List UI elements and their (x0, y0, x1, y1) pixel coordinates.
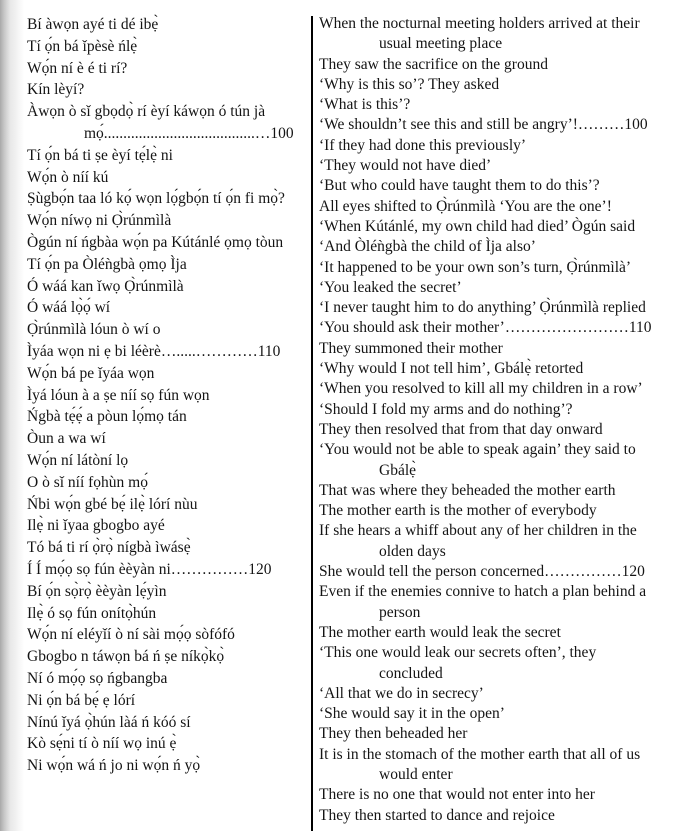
verse-line: Ní ó mọ́ọ sọ ńgbangba (27, 669, 168, 687)
verse-line: If she hears a whiff about any of her children in the (319, 522, 637, 540)
verse-line: would enter (379, 765, 453, 783)
verse-line: Wọ́n ní eléyǐí ò ní sài mọ́ọ sòfófó (27, 626, 235, 644)
verse-line: The mother earth would leak the secret (319, 623, 561, 641)
verse-line: olden days (379, 542, 446, 560)
verse-line: Wọ́n ò níí kú (27, 168, 109, 186)
verse-line: Ògún ní ńgbàa wọ́n pa Kútánlé ọmọ tòun (27, 233, 284, 251)
verse-line: Àwọn ò sǐ gbọdọ̀ rí èyí káwọn ó tún jà (27, 103, 266, 121)
verse-line: Ọ̀rúnmìlà lóun ò wí o (27, 321, 161, 339)
verse-line: Tí ọ́n pa Òléǹgbà ọmọ Ìja (27, 255, 187, 273)
verse-line: The mother earth is the mother of everybody (319, 502, 597, 520)
verse-line: Wọ́n níwọ ni Ọ̀rúnmìlà (27, 212, 172, 230)
verse-line: ‘It happened to be your own son’s turn, Ọ̀rúnmìlà’ (319, 258, 632, 276)
verse-line: ‘We shouldn’t see this and still be angry’!………100 (319, 116, 648, 134)
verse-line: ‘What is this’? (319, 96, 411, 114)
page-scan-edge (0, 0, 24, 831)
verse-line: Kín lèyí? (27, 81, 85, 99)
verse-line: They then resolved that from that day onward (319, 420, 603, 438)
verse-line: Nínú ǐyá ọ̀hún làá ń kóó sí (27, 713, 191, 731)
verse-line: ‘Why would I not tell him’, Gbálẹ̀ retorted (319, 360, 584, 378)
verse-line: Even if the enemies connive to hatch a plan behind a (319, 583, 647, 601)
verse-line: Ni wọ́n wá ń jo ni wọ́n ń yọ̀ (27, 757, 201, 775)
verse-line: ‘All that we do in secrecy’ (319, 684, 484, 702)
verse-line: ‘When you resolved to kill all my children in a row’ (319, 380, 643, 398)
verse-line: It is in the stomach of the mother earth that all of us (319, 745, 641, 763)
verse-line: Ilẹ̀ ni ǐyaa gbogbo ayé (27, 517, 165, 535)
verse-line: person (379, 603, 421, 621)
verse-line: Wọ́n ní è é ti rí? (27, 59, 128, 77)
verse-line: Gbogbo n táwọn bá ń ṣe níkọ̀kọ̀ (27, 648, 225, 666)
verse-line: ‘I never taught him to do anything’ Ọ̀rúnmìlà replied (319, 299, 646, 317)
verse-line: ‘If they had done this previously’ (319, 136, 527, 154)
verse-line: They summoned their mother (319, 339, 503, 357)
verse-line: ‘You would not be able to speak again’ they said to (319, 441, 636, 459)
verse-line: All eyes shifted to Ọ̀rúnmìlà ‘You are the one’! (319, 197, 612, 215)
verse-line: There is no one that would not enter into her (319, 786, 595, 804)
verse-line: concluded (379, 664, 443, 682)
verse-line: ‘You should ask their mother’……………………110 (319, 319, 652, 337)
verse-line: They then started to dance and rejoice (319, 806, 555, 824)
verse-line: Ìyá lóun à a ṣe níí sọ fún wọn (27, 386, 210, 404)
column-divider-line (311, 16, 313, 831)
verse-line: ‘But who could have taught them to do this’? (319, 177, 600, 195)
verse-line: Bí ọ́n sọ̀rọ̀ èèyàn lẹ́yìn (27, 582, 167, 600)
verse-line: Ó wáá kan ǐwọ Ọ̀rúnmìlà (27, 277, 184, 295)
yoruba-verse-column (27, 14, 313, 777)
verse-line: Wọ́n ní látòní lọ (27, 451, 129, 469)
verse-line: That was where they beheaded the mother earth (319, 481, 616, 499)
verse-line: Wọ́n bá pe ǐyáa wọn (27, 364, 155, 382)
verse-line: Í Í mọ́ọ sọ fún èèyàn ni……………120 (27, 560, 272, 578)
verse-line: When the nocturnal meeting holders arrived at their (319, 15, 640, 32)
verse-line: Ńbi wọ́n gbé bẹ́ ilẹ̀ lórí nùu (27, 495, 198, 513)
verse-line: Tí ọ́n bá ǐpèsè ńlẹ̀ (27, 37, 138, 55)
verse-line: usual meeting place (379, 35, 503, 53)
verse-line: Ṣùgbọ́n taa ló kọ́ wọn lọ́gbọ́n tí ọ́n fi mọ̀? (27, 190, 285, 208)
verse-line: ‘And Òléǹgbà the child of Ìja also’ (319, 238, 536, 256)
verse-line: Tí ọ́n bá ti ṣe èyí tẹ́lẹ̀ ni (27, 146, 173, 164)
verse-line: Bí àwọn ayé ti dé ibẹ̀ (27, 16, 159, 33)
verse-line: Ni ọ́n bá bẹ́ ẹ lórí (27, 691, 136, 709)
verse-line: Kò sẹ́ni tí ò níí wọ inú ẹ̀ (27, 735, 177, 753)
verse-line: Ìyáa wọn ni ẹ bi léèrè….....…………110 (27, 342, 281, 360)
verse-line: ‘Why is this so’? They asked (319, 75, 500, 93)
verse-line: Tó bá ti rí ọ̀rọ̀ nígbà ìwásẹ̀ (27, 539, 191, 557)
verse-line: ‘You leaked the secret’ (319, 278, 462, 296)
verse-line: mọ́.......................................…100 (84, 124, 294, 142)
verse-line: ‘She would say it in the open’ (319, 705, 505, 723)
english-translation-column (319, 14, 685, 826)
verse-line: Gbálẹ̀ (379, 461, 417, 479)
verse-line: Ó wáá lọ̀ọ́ wí (27, 299, 111, 317)
verse-line: O ò sǐ níí fọhùn mọ́ (27, 473, 148, 491)
verse-line: They saw the sacrifice on the ground (319, 55, 548, 73)
verse-line: ‘They would not have died’ (319, 157, 492, 175)
verse-line: Ńgbà tẹ́ẹ́ a pòun lọ́mọ tán (27, 408, 187, 426)
verse-line: Ilẹ̀ ó sọ fún onítọ̀hún (27, 604, 157, 622)
verse-line: ‘Should I fold my arms and do nothing’? (319, 400, 573, 418)
verse-line: ‘When Kútánlé, my own child had died’ Ògún said (319, 217, 636, 235)
verse-line: ‘This one would leak our secrets often’, they (319, 644, 597, 662)
verse-line: They then beheaded her (319, 725, 468, 743)
verse-line: She would tell the person concerned……………120 (319, 563, 645, 581)
verse-line: Òun a wa wí (27, 430, 106, 448)
